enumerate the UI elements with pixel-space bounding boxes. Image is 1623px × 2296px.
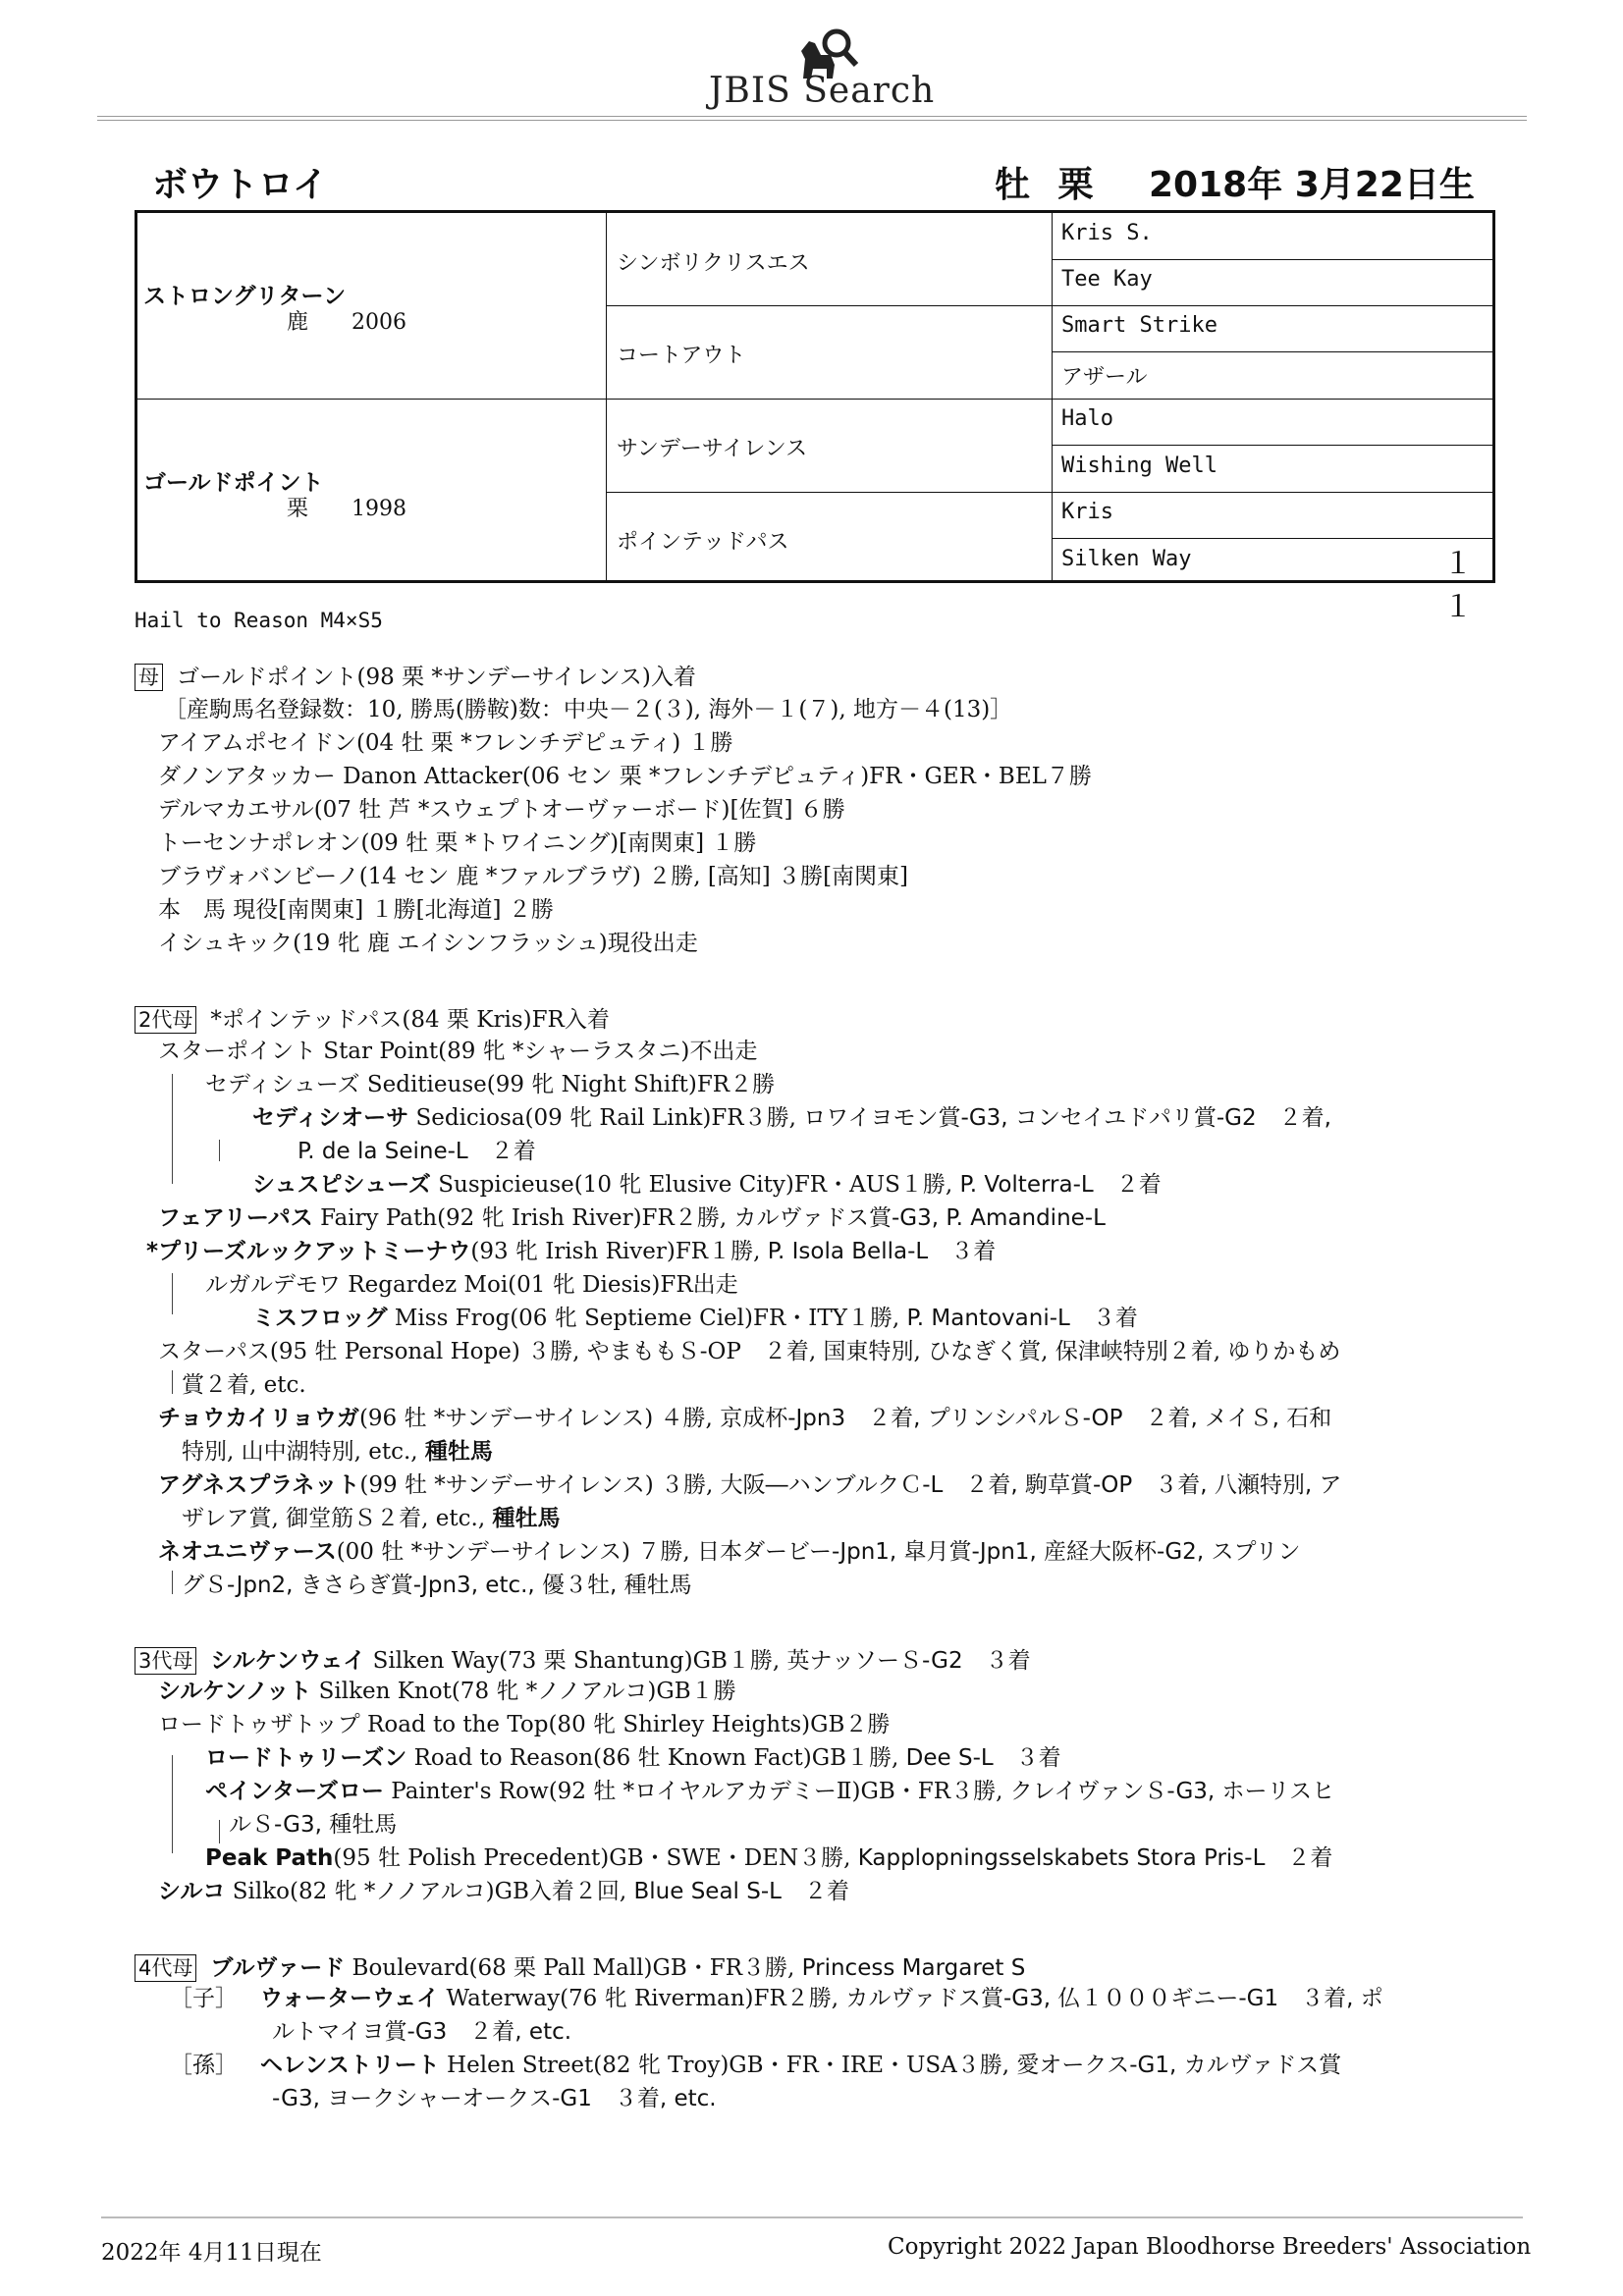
second-dam-line: 賞２着, etc. [182, 1372, 306, 1398]
third-dam-header: 3代母 シルケンウェイ Silken Way(73 栗 Shantung)GB１勝, 英ナッソーＳ-G2 ３着 [135, 1647, 1031, 1675]
second-dam-header [135, 1006, 610, 1034]
great-grandparent-5: Halo [1061, 406, 1113, 431]
third-dam-line: シルケンノット Silken Knot(78 牝 *ノノアルコ)GB１勝 [158, 1679, 736, 1704]
birth-date: 2018年 3月22日生 [1149, 165, 1475, 205]
dam-line: ブラヴォバンビーノ(14 セン 鹿 *ファルブラヴ) ２勝, [高知] ３勝[南関東] [158, 864, 909, 889]
third-dam-tag: 3代母 [135, 1647, 196, 1675]
second-dam-header-text: *ポインテッドパス(84 栗 Kris)FR入着 [210, 1007, 610, 1033]
grandparent-2: コートアウト [617, 344, 746, 368]
second-dam-line: ルガルデモワ Regardez Moi(01 牝 Diesis)FR出走 [205, 1272, 738, 1298]
jbis-search-logo [703, 26, 958, 114]
fourth-dam-line: ［子］ ウォーターウェイ Waterway(76 牝 Riverman)FR２勝, カルヴァドス賞-G3, 仏１０００ギニー-G1 ３着, ポ [170, 1986, 1383, 2011]
dam-line: ダノンアタッカー Danon Attacker(06 セン 栗 *フレンチデピュティ)FR・GER・BEL７勝 [158, 764, 1092, 789]
third-dam-line: ロードトゥリーズン Road to Reason(86 牡 Known Fact)GB１勝, Dee S-L ３着 [205, 1745, 1061, 1771]
second-dam-line: セディシューズ Seditieuse(99 牝 Night Shift)FR２勝 [205, 1072, 776, 1097]
logo-search-text: Search [803, 71, 936, 111]
second-dam-line: シュスピシューズ Suspicieuse(10 牝 Elusive City)FR・AUS１勝, P. Volterra-L ２着 [252, 1172, 1162, 1198]
great-grandparent-6: Wishing Well [1061, 454, 1217, 478]
second-dam-line: グＳ-Jpn2, きさらぎ賞-Jpn3, etc., 優３牡, 種牡馬 [182, 1573, 692, 1598]
sire-name: ストロングリターン [143, 284, 347, 309]
header-rule [97, 116, 1527, 117]
fourth-dam-line: ［孫］ ヘレンストリート Helen Street(82 牝 Troy)GB・FR・IRE・USA３勝, 愛オークス-G1, カルヴァドス賞 [170, 2053, 1342, 2078]
dam-tag: 母 [135, 664, 163, 691]
great-grandparent-3: Smart Strike [1061, 313, 1217, 338]
great-grandparent-7: Kris [1061, 500, 1113, 524]
great-grandparent-2: Tee Kay [1061, 267, 1153, 292]
footer-rule [101, 2216, 1523, 2218]
second-dam-line: スターポイント Star Point(89 牝 *シャーラスタニ)不出走 [158, 1039, 758, 1064]
dam-line: 本 馬 現役[南関東] １勝[北海道] ２勝 [158, 897, 554, 923]
footer-date: 2022年 4月11日現在 [101, 2240, 322, 2266]
second-dam-line: フェアリーパス Fairy Path(92 牝 Irish River)FR２勝, カルヴァドス賞-G3, P. Amandine-L [158, 1205, 1106, 1231]
dam-info: 栗 1998 [287, 497, 406, 521]
great-grandparent-8: Silken Way [1061, 547, 1192, 571]
grandparent-1: シンボリクリスエス [617, 251, 810, 276]
third-dam-line: Peak Path(95 牡 Polish Precedent)GB・SWE・DEN３勝, Kapplopningsselskabets Stora Pris-L ２着 [205, 1845, 1333, 1871]
great-grandparent-1: Kris S. [1061, 221, 1153, 245]
second-dam-line: P. de la Seine-L ２着 [298, 1139, 536, 1164]
sire-info: 鹿 2006 [287, 310, 406, 335]
fourth-dam-line: ルトマイヨ賞-G3 ２着, etc. [272, 2019, 572, 2045]
inbreeding-note: Hail to Reason M4×S5 [135, 609, 383, 632]
sex-color: 牡 栗 [995, 165, 1102, 205]
second-dam-line: チョウカイリョウガ(96 牡 *サンデーサイレンス) ４勝, 京成杯-Jpn3 ２着, プリンシパルＳ-OP ２着, メイＳ, 石和 [158, 1406, 1332, 1431]
second-dam-line: 特別, 山中湖特別, etc., 種牡馬 [182, 1439, 493, 1465]
great-grandparent-4: アザール [1061, 365, 1148, 390]
dam-header-text: ゴールドポイント(98 栗 *サンデーサイレンス)入着 [177, 665, 696, 690]
fourth-dam-header: 4代母 ブルヴァード Boulevard(68 栗 Pall Mall)GB・FR３勝, Princess Margaret S [135, 1954, 1025, 1982]
grandparent-3: サンデーサイレンス [617, 437, 808, 461]
third-dam-line: ペインターズロー Painter's Row(92 牡 *ロイヤルアカデミーⅡ)GB・FR３勝, クレイヴァンＳ-G3, ホーリスヒ [205, 1779, 1335, 1804]
logo-jbis-text: JBIS [709, 71, 791, 111]
fourth-dam-line: -G3, ヨークシャーオークス-G1 ３着, etc. [272, 2086, 717, 2111]
dam-line: デルマカエサル(07 牡 芦 *スウェプトオーヴァーボード)[佐賀] ６勝 [158, 797, 845, 823]
dam-line: アイアムポセイドン(04 牡 栗 *フレンチデピュティ) １勝 [158, 730, 733, 756]
second-dam-line: セディシオーサ Sediciosa(09 牝 Rail Link)FR３勝, ロワイヨモン賞-G3, コンセイユドパリ賞-G2 ２着, [252, 1105, 1331, 1131]
fourth-dam-tag: 4代母 [135, 1954, 196, 1982]
horse-name: ボウトロイ [152, 165, 328, 205]
third-dam-line: シルコ Silko(82 牝 *ノノアルコ)GB入着２回, Blue Seal S-L ２着 [158, 1879, 849, 1904]
second-dam-line: スターパス(95 牡 Personal Hope) ３勝, やまももＳ-OP ２着, 国東特別, ひなぎく賞, 保津峡特別２着, ゆりかもめ [158, 1339, 1341, 1364]
grandparent-4: ポインテッドパス [617, 530, 789, 555]
dam-line: イシュキック(19 牝 鹿 エイシンフラッシュ)現役出走 [158, 931, 698, 956]
second-dam-line: ミスフロッグ Miss Frog(06 牝 Septieme Ciel)FR・ITY１勝, P. Mantovani-L ３着 [252, 1306, 1138, 1331]
family-number: １１ [1443, 547, 1473, 624]
dam-line: ［産駒馬名登録数：10, 勝馬(勝鞍)数：中央－２(３), 海外－１(７), 地方－４(13)］ [164, 697, 1013, 722]
dam-line: トーセンナポレオン(09 牡 栗 *トワイニング)[南関東] １勝 [158, 830, 757, 856]
third-dam-line: ロードトゥザトップ Road to the Top(80 牝 Shirley Heights)GB２勝 [158, 1712, 891, 1737]
footer-copyright: Copyright 2022 Japan Bloodhorse Breeders' Association [888, 2234, 1532, 2260]
second-dam-line: ネオユニヴァース(00 牡 *サンデーサイレンス) ７勝, 日本ダービー-Jpn1, 皐月賞-Jpn1, 産経大阪杯-G2, スプリン [158, 1539, 1301, 1565]
header-rule-2 [97, 120, 1527, 121]
second-dam-tag: 2代母 [135, 1006, 196, 1034]
second-dam-line: *プリーズルックアットミーナウ(93 牝 Irish River)FR１勝, P. Isola Bella-L ３着 [146, 1239, 997, 1264]
dam-name: ゴールドポイント [143, 470, 324, 496]
second-dam-line: ザレア賞, 御堂筋Ｓ２着, etc., 種牡馬 [182, 1506, 561, 1531]
second-dam-line: アグネスプラネット(99 牡 *サンデーサイレンス) ３勝, 大阪―ハンブルクＣ-L ２着, 駒草賞-OP ３着, 八瀬特別, ア [158, 1472, 1342, 1498]
third-dam-line: ルＳ-G3, 種牡馬 [229, 1812, 398, 1838]
dam-header [135, 664, 696, 691]
